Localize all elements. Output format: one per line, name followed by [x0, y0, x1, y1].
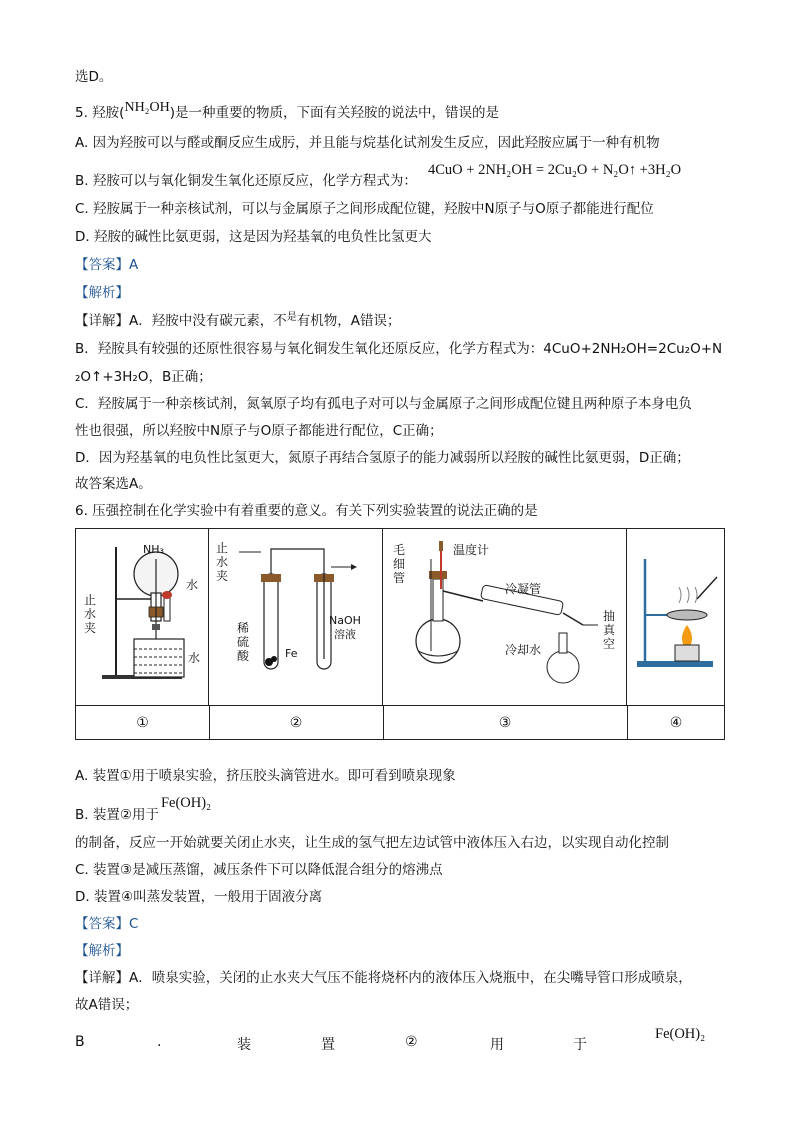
apparatus-1 [76, 529, 209, 705]
detail-a-post: 有机物，A错误； [296, 313, 401, 329]
label-capillary: 毛 细 管 [393, 543, 406, 585]
last-line-dot: . [157, 1034, 162, 1050]
detail-c-line1: C．羟胺属于一种亲核试剂，氮氧原子均有孤电子对可以与金属原子之间形成配位键且两种原子本身电负 [75, 396, 692, 412]
figure-label-row [76, 705, 724, 740]
q5-option-b-equation: 4CuO + 2NH₂OH = 2Cu₂O + N₂O↑ +3H₂O [428, 162, 682, 178]
q5-option-b: B. 羟胺可以与氧化铜发生氧化还原反应，化学方程式为： [75, 173, 417, 189]
figure-label-2: ② [289, 715, 303, 731]
last-line-word1: 装 [237, 1037, 251, 1053]
last-line-formula: Fe(OH)₂ [655, 1026, 706, 1042]
detail2-a-line2: 故A错误； [75, 997, 139, 1013]
q5-prefix: 5. 羟胺( [75, 105, 125, 121]
detail-b-line2: ₂O↑+3H₂O，B正确； [75, 369, 212, 385]
last-line-word4: 用 [490, 1037, 504, 1053]
q6-option-a: A. 装置①用于喷泉实验，挤压胶头滴管进水。即可看到喷泉现象 [75, 768, 456, 784]
figure-label-3: ③ [498, 715, 512, 731]
last-line-b: B [75, 1034, 85, 1050]
q6-option-b-cont: 的制备，反应一开始就要关闭止水夹，让生成的氢气把左边试管中液体压入右边，以实现自动化控制 [75, 835, 669, 851]
answer-label: 【答案】A [75, 257, 139, 273]
evaporation-apparatus-drawing [627, 529, 724, 705]
apparatus-4 [627, 529, 725, 705]
q6-option-d: D. 装置④叫蒸发装置，一般用于固液分离 [75, 889, 323, 905]
label-thermometer: 温度计 [453, 543, 490, 557]
detail-a [75, 312, 401, 332]
label-naoh: NaOH 溶液 [329, 614, 361, 641]
figure-label-1: ① [136, 715, 149, 731]
label-clamp: 止 水 夹 [84, 593, 97, 635]
last-line-word2: 置 [321, 1037, 335, 1053]
detail-a-pre: 【详解】A．羟胺中没有碳元素，不 [75, 313, 287, 329]
q5-option-a: A. 因为羟胺可以与醛或酮反应生成肟，并且能与烷基化试剂发生反应，因此羟胺应属于一种有机物 [75, 135, 660, 151]
label-water-bottom: 水 [188, 651, 201, 665]
q6-option-b [75, 795, 212, 824]
vacuum-distillation-drawing [383, 529, 626, 705]
q5-formula: NH₂OH [124, 100, 170, 115]
label-condenser: 冷凝管 [505, 582, 542, 596]
label-fe: Fe [285, 647, 298, 660]
q5-suffix: )是一种重要的物质，下面有关羟胺的说法中，错误的是 [169, 105, 500, 121]
analysis-label-2: 【解析】 [75, 943, 129, 959]
text-line: 选D。 [75, 69, 113, 85]
analysis-label: 【解析】 [75, 285, 129, 301]
apparatus-figure-table [75, 528, 725, 740]
q5-option-c: C. 羟胺属于一种亲核试剂，可以与金属原子之间形成配位键，羟胺中N原子与O原子都能进行配位 [75, 201, 654, 217]
detail-b-line1: B．羟胺具有较强的还原性很容易与氧化铜发生氧化还原反应，化学方程式为：4CuO+2NH₂OH=2Cu₂O+N [75, 341, 723, 357]
label-nh3: NH₃ [143, 543, 164, 556]
label-cooling-water: 冷却水 [505, 643, 542, 657]
q5-option-d: D. 羟胺的碱性比氨更弱，这是因为羟基氧的电负性比氢更大 [75, 229, 432, 245]
detail-a-small: 是 [286, 312, 297, 323]
question-6: 6. 压强控制在化学实验中有着重要的意义。有关下列实验装置的说法正确的是 [75, 503, 538, 519]
label-clamp-2: 止 水 夹 [216, 541, 229, 583]
q6-option-b-pre: B. 装置②用于 [75, 807, 159, 823]
q6-option-c: C. 装置③是减压蒸馏，减压条件下可以降低混合组分的熔沸点 [75, 862, 443, 878]
apparatus-2 [209, 529, 383, 705]
last-line-word5: 于 [573, 1037, 587, 1053]
detail-c-line2: 性也很强，所以羟胺中N原子与O原子都能进行配位，C正确； [75, 423, 443, 439]
conclusion: 故答案选A。 [75, 476, 152, 492]
detail2-a-line1: 【详解】A．喷泉实验，关闭的止水夹大气压不能将烧杯内的液体压入烧瓶中，在尖嘴导管口形成喷泉， [75, 970, 692, 986]
question-5 [75, 100, 500, 123]
answer-label-2: 【答案】C [75, 916, 139, 932]
label-vacuum: 抽 真 空 [603, 609, 616, 651]
label-water-top: 水 [186, 578, 199, 592]
detail-d: D．因为羟基氧的电负性比氢更大，氮原子再结合氢原子的能力减弱所以羟胺的碱性比氨更弱，D正确； [75, 450, 690, 466]
figure-label-4: ④ [669, 715, 683, 731]
q6-option-b-formula: Fe(OH)₂ [160, 795, 212, 811]
label-dilute-acid: 稀 硫 酸 [237, 621, 250, 663]
apparatus-3 [383, 529, 627, 705]
last-line-word3: ② [405, 1034, 418, 1050]
